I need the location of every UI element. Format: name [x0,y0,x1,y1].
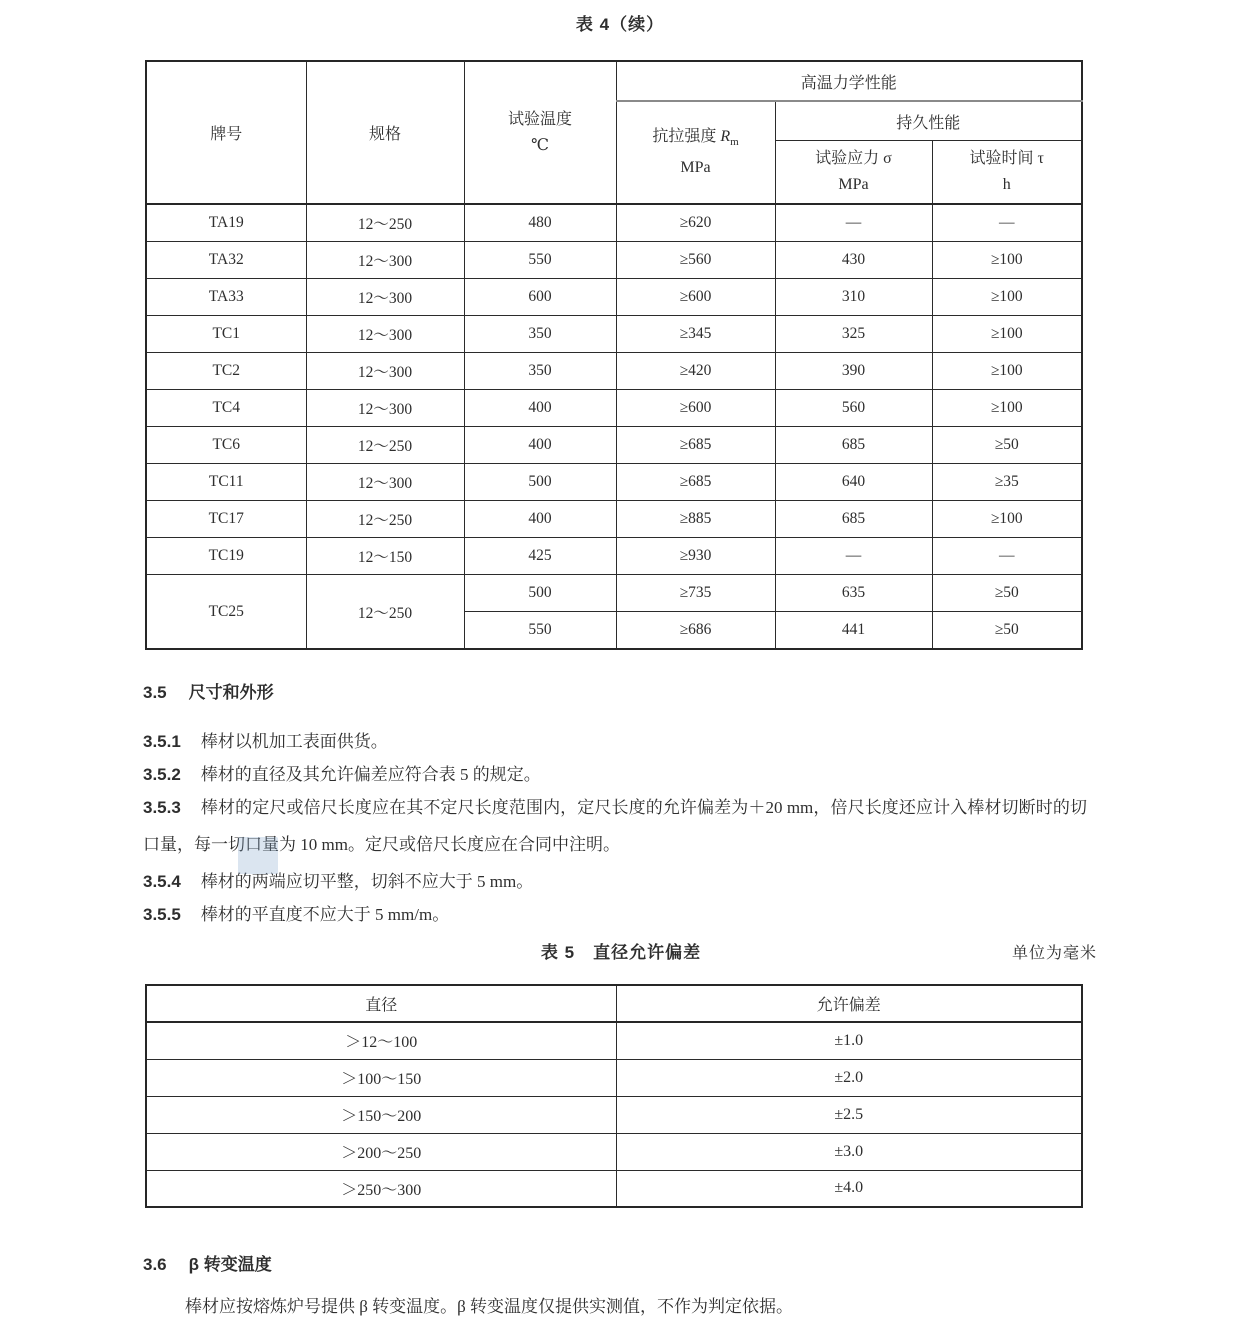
table-4 [145,60,1083,650]
clause-title: 尺寸和外形 [188,683,274,702]
tensile-strength-label: 抗拉强度 $R_m$ [652,127,739,149]
cell-time: ≥100 [932,390,1082,427]
cell-rm: ≥620 [616,204,775,242]
col-header-test-time [932,141,1082,205]
cell-temp: 550 [464,242,616,279]
cell-stress: — [775,538,932,575]
cell-grade: TC25 [146,575,306,650]
clause-3-5-2 [143,756,541,793]
table5-caption [145,938,1097,963]
cell-spec: 12～250 [306,204,464,242]
table4-caption: 表 4（续） [575,15,665,34]
cell-grade: TC19 [146,538,306,575]
table-5 [145,984,1083,1208]
clause-3-5-1 [143,723,388,760]
cell-stress: — [775,204,932,242]
section-heading-3-5 [143,678,274,703]
cell-grade: TC1 [146,316,306,353]
table-row [146,538,1082,575]
cell-stress: 441 [775,612,932,650]
cell-temp: 400 [464,427,616,464]
cell-stress: 430 [775,242,932,279]
cell-grade: TC17 [146,501,306,538]
table-row [146,1059,1082,1096]
table-row [146,316,1082,353]
col-header-tolerance: 允许偏差 [616,985,1082,1022]
col-header-test-stress [775,141,932,205]
cell-grade: TA19 [146,204,306,242]
clause-text: 棒材应按熔炼炉号提供 β 转变温度。β 转变温度仅提供实测值，不作为判定依据。 [185,1297,794,1316]
cell-grade: TC2 [146,353,306,390]
cell-diameter: ＞12～100 [146,1022,616,1059]
cell-rm: ≥560 [616,242,775,279]
cell-spec: 12～300 [306,242,464,279]
test-stress-label: 试验应力 σ [815,150,892,167]
cell-spec: 12～300 [306,279,464,316]
table-row [146,204,1082,242]
cell-time: ≥100 [932,353,1082,390]
cell-temp: 550 [464,612,616,650]
table-row [146,1170,1082,1207]
cell-diameter: ＞200～250 [146,1133,616,1170]
cell-temp: 425 [464,538,616,575]
cell-rm: ≥685 [616,427,775,464]
table-row [146,390,1082,427]
col-header-endurance: 持久性能 [775,101,1082,141]
table-row [146,575,1082,612]
table-row [146,353,1082,390]
table5-caption-title: 直径允许偏差 [593,943,702,962]
clause-number: 3.5.1 [143,732,181,751]
cell-grade: TC11 [146,464,306,501]
cell-temp: 350 [464,316,616,353]
cell-tolerance: ±2.0 [616,1059,1082,1096]
cell-temp: 400 [464,501,616,538]
clause-title: β 转变温度 [188,1255,272,1274]
cell-time: ≥50 [932,612,1082,650]
cell-spec: 12～250 [306,501,464,538]
col-header-test-temp [464,61,616,204]
cell-time: ≥100 [932,242,1082,279]
cell-stress: 685 [775,427,932,464]
col-header-high-temp-props: 高温力学性能 [616,61,1082,101]
clause-number: 3.5.3 [143,798,181,817]
cell-diameter: ＞150～200 [146,1096,616,1133]
cell-stress: 635 [775,575,932,612]
clause-3-5-5 [143,896,449,933]
cell-tolerance: ±3.0 [616,1133,1082,1170]
cell-temp: 400 [464,390,616,427]
test-temp-label: 试验温度 [507,110,572,128]
clause-number: 3.6 [143,1255,167,1274]
section-heading-3-6 [143,1250,272,1275]
cell-rm: ≥685 [616,464,775,501]
unit-note: 单位为毫米 [1011,945,1097,962]
table5-caption-row [145,938,1097,962]
cell-rm: ≥600 [616,279,775,316]
cell-rm: ≥930 [616,538,775,575]
clause-number: 3.5.2 [143,765,181,784]
cell-spec: 12～300 [306,353,464,390]
clause-number: 3.5.4 [143,872,181,891]
cell-time: — [932,204,1082,242]
cell-rm: ≥600 [616,390,775,427]
table5-header-row [146,985,1082,1022]
cell-grade: TA32 [146,242,306,279]
cell-stress: 560 [775,390,932,427]
col-header-diameter: 直径 [146,985,616,1022]
table5-caption-label: 表 5 [540,943,576,962]
test-time-label: 试验时间 τ [969,150,1044,167]
cell-temp: 480 [464,204,616,242]
clause-text: 棒材的定尺或倍尺长度应在其不定尺长度范围内，定尺长度的允许偏差为＋20 mm，倍尺长度还应计入棒材切断时的切口量，每一切口量为 10 mm。定尺或倍尺长度应在合同中注明。 [143,798,1087,854]
clause-number: 3.5 [143,683,167,702]
clause-text: 棒材的平直度不应大于 5 mm/m。 [200,905,450,924]
clause-text: 棒材以机加工表面供货。 [200,732,388,751]
cell-time: ≥100 [932,501,1082,538]
clause-text: 棒材的直径及其允许偏差应符合表 5 的规定。 [200,765,541,784]
col-header-grade: 牌号 [146,61,306,204]
clause-3-5-3 [143,789,1087,863]
clause-3-6-text [143,1288,1087,1325]
clause-number: 3.5.5 [143,905,181,924]
watermark [238,837,278,874]
cell-tolerance: ±1.0 [616,1022,1082,1059]
cell-temp: 350 [464,353,616,390]
cell-rm: ≥420 [616,353,775,390]
cell-grade: TA33 [146,279,306,316]
cell-spec: 12～250 [306,575,464,650]
cell-spec: 12～250 [306,427,464,464]
cell-spec: 12～300 [306,464,464,501]
table4-header-row-1 [146,61,1082,101]
table-row [146,279,1082,316]
cell-stress: 640 [775,464,932,501]
cell-diameter: ＞250～300 [146,1170,616,1207]
cell-time: ≥50 [932,427,1082,464]
cell-rm: ≥885 [616,501,775,538]
cell-time: ≥100 [932,316,1082,353]
cell-spec: 12～300 [306,390,464,427]
cell-stress: 685 [775,501,932,538]
table-row [146,1133,1082,1170]
clause-3-5-4 [143,863,533,900]
cell-tolerance: ±2.5 [616,1096,1082,1133]
cell-temp: 500 [464,575,616,612]
cell-grade: TC4 [146,390,306,427]
cell-grade: TC6 [146,427,306,464]
col-header-tensile-strength [616,101,775,204]
table-row [146,1096,1082,1133]
clause-text: 棒材的两端应切平整，切斜不应大于 5 mm。 [200,872,534,891]
cell-time: — [932,538,1082,575]
test-temp-unit: ℃ [531,136,549,154]
cell-rm: ≥345 [616,316,775,353]
table-row [146,1022,1082,1059]
cell-temp: 600 [464,279,616,316]
cell-diameter: ＞100～150 [146,1059,616,1096]
table-row [146,501,1082,538]
cell-rm: ≥735 [616,575,775,612]
table-row [146,427,1082,464]
test-stress-unit: MPa [838,176,869,193]
cell-time: ≥35 [932,464,1082,501]
test-time-unit: h [1002,176,1011,193]
cell-spec: 12～150 [306,538,464,575]
table-row [146,464,1082,501]
tensile-strength-unit: MPa [680,159,711,177]
table-row [146,242,1082,279]
cell-rm: ≥686 [616,612,775,650]
col-header-spec: 规格 [306,61,464,204]
cell-time: ≥100 [932,279,1082,316]
cell-tolerance: ±4.0 [616,1170,1082,1207]
cell-stress: 325 [775,316,932,353]
cell-stress: 390 [775,353,932,390]
cell-time: ≥50 [932,575,1082,612]
cell-spec: 12～300 [306,316,464,353]
cell-stress: 310 [775,279,932,316]
cell-temp: 500 [464,464,616,501]
